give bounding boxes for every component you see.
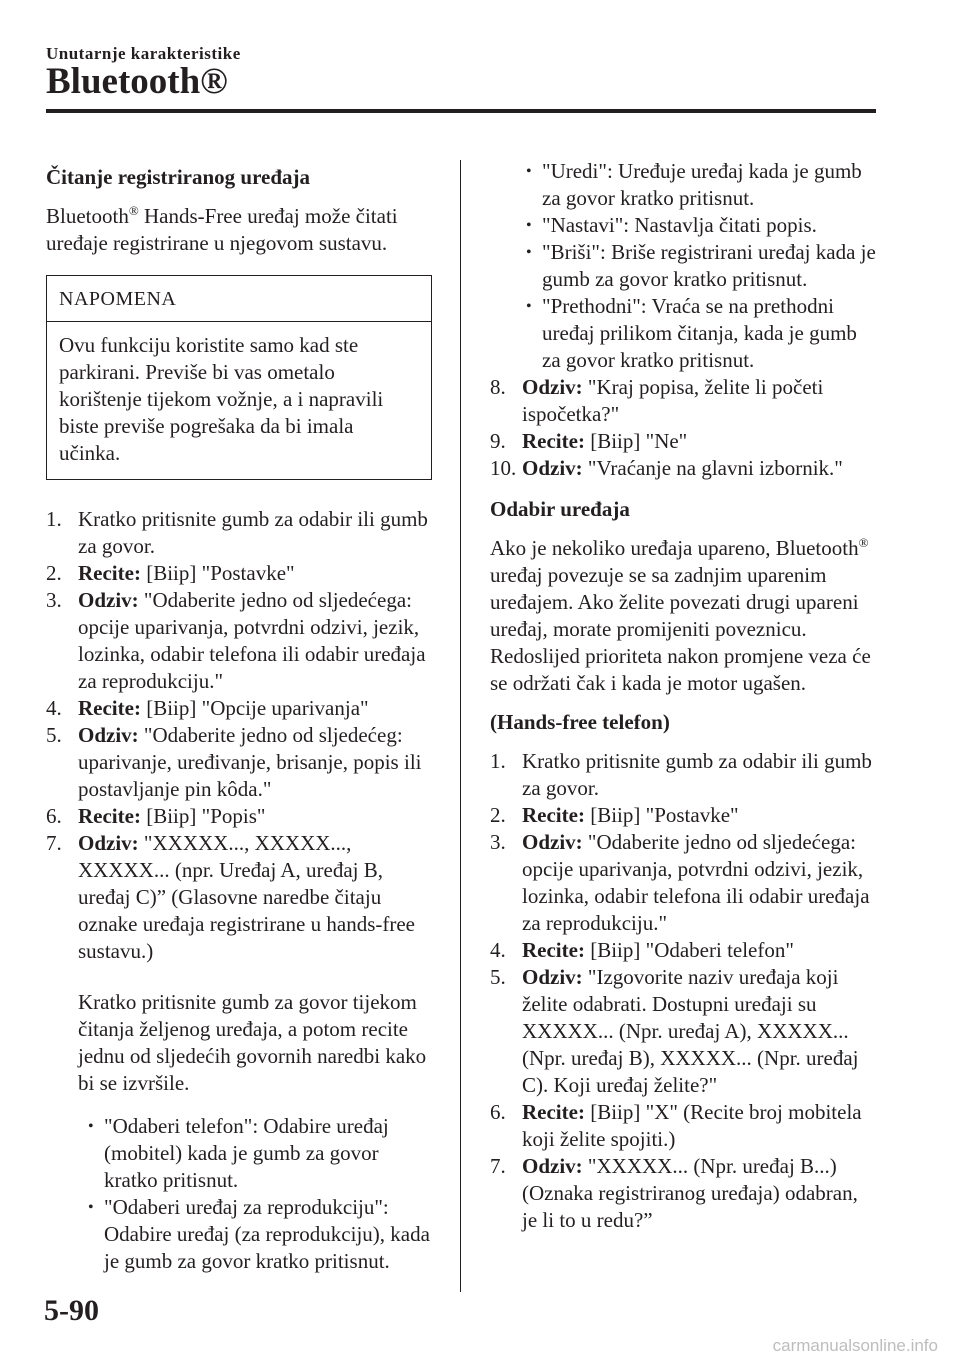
step-text: "Izgovorite naziv uređaja koji želite odabrati. Dostupni uređaji su XXXXX... (Npr. uređaj A), XXXXX... (Npr. uređaj B), XXXXX... (Npr. uređaj C). Koji uređaj želite?": [522, 965, 859, 1097]
step-label: Recite:: [522, 429, 585, 453]
step-label: Odziv:: [78, 831, 139, 855]
step-item: [490, 964, 878, 1099]
header-rule: [46, 109, 876, 113]
step-number: 10.: [490, 456, 517, 480]
intro-text: Hands-Free uređaj može čitati uređaje registrirane u njegovom sustavu.: [46, 204, 398, 255]
step-number: 5.: [490, 965, 506, 989]
step-number: 6.: [490, 1100, 506, 1124]
step-item: [46, 803, 432, 830]
step-label: Odziv:: [522, 1154, 583, 1178]
page-number: 5-90: [44, 1294, 99, 1327]
step-number: 7.: [490, 1154, 506, 1178]
step-text: "Vraćanje na glavni izbornik.": [582, 456, 843, 480]
note-box: [46, 275, 432, 480]
step-label: Recite:: [78, 696, 141, 720]
step-label: Recite:: [522, 1100, 585, 1124]
step-number: 7.: [46, 831, 62, 855]
steps-list-continued: [490, 374, 878, 482]
steps-list-left: [46, 506, 432, 1275]
step-number: 5.: [46, 723, 62, 747]
bullet-item: [78, 1194, 432, 1275]
step-number: 8.: [490, 375, 506, 399]
bullet-text: "Prethodni": Vraća se na prethodni uređaj prilikom čitanja, kada je gumb za govor kratko pritisnut.: [542, 294, 857, 372]
step-number: 2.: [46, 561, 62, 585]
step-item: [490, 802, 878, 829]
step-label: Recite:: [78, 804, 141, 828]
bullet-dot: •: [526, 217, 532, 234]
step-number: 3.: [46, 588, 62, 612]
step-text: Kratko pritisnite gumb za odabir ili gumb za govor.: [522, 749, 872, 800]
registered-mark: ®: [128, 203, 139, 218]
bullet-text: "Odaberi uređaj za reprodukciju": Odabire uređaj (za reprodukciju), kada je gumb za govor kratko pritisnut.: [104, 1195, 430, 1273]
bullet-dot: •: [88, 1118, 94, 1135]
bullet-dot: •: [526, 163, 532, 180]
step-label: Odziv:: [78, 723, 139, 747]
intro-paragraph: [46, 203, 432, 257]
bullet-item: [516, 239, 878, 293]
selection-prefix: Ako je nekoliko uređaja upareno, Bluetooth: [490, 536, 859, 560]
step-text: [Biip] "Ne": [584, 429, 688, 453]
step-text: [Biip] "Postavke": [140, 561, 295, 585]
step-text: [Biip] "Opcije uparivanja": [140, 696, 369, 720]
step-text: "XXXXX... (Npr. uređaj B...) (Oznaka registriranog uređaja) odabran, je li to u redu?”: [522, 1154, 858, 1232]
step-item: [490, 428, 878, 455]
step-item: [490, 829, 878, 937]
step-item: [46, 695, 432, 722]
bullet-dot: •: [88, 1199, 94, 1216]
step-item: [46, 830, 432, 1275]
step-text: [Biip] "Odaberi telefon": [584, 938, 794, 962]
bullet-item: [516, 293, 878, 374]
step-text: "Odaberite jedno od sljedećega: opcije uparivanja, potvrdni odzivi, jezik, lozinka, odabir telefona ili odabir uređaja za reprodukciju.": [522, 830, 870, 935]
column-divider: [460, 160, 461, 1292]
watermark: carmanualsonline.info: [772, 1336, 938, 1355]
step-text: "Odaberite jedno od sljedećega: opcije uparivanja, potvrdni odzivi, jezik, lozinka, odabir telefona ili odabir uređaja za reprodukciju.": [78, 588, 426, 693]
registered-mark: ®: [858, 535, 869, 550]
subheading-handsfree: (Hands-free telefon): [490, 710, 670, 734]
step-item: [490, 748, 878, 802]
step-item: [490, 455, 878, 482]
page-title: Bluetooth®: [46, 61, 228, 102]
step-number: 2.: [490, 803, 506, 827]
intro-prefix: Bluetooth: [46, 204, 129, 228]
selection-paragraph: [490, 535, 878, 697]
step-text: [Biip] "Postavke": [584, 803, 739, 827]
step-number: 6.: [46, 804, 62, 828]
step-label: Odziv:: [522, 965, 583, 989]
step-item: [46, 560, 432, 587]
step-label: Recite:: [522, 803, 585, 827]
note-title: NAPOMENA: [47, 276, 431, 322]
bullet-item: [516, 212, 878, 239]
step-label: Recite:: [78, 561, 141, 585]
right-column: [490, 158, 878, 1234]
step-item: [46, 722, 432, 803]
step-label: Odziv:: [522, 375, 583, 399]
step-number: 1.: [46, 507, 62, 531]
step-item: [490, 374, 878, 428]
section-heading-reading: Čitanje registriranog uređaja: [46, 165, 311, 189]
step-text: [Biip] "X" (Recite broj mobitela koji želite spojiti.): [522, 1100, 862, 1151]
section-label: Unutarnje karakteristike: [46, 44, 241, 63]
step-text: Kratko pritisnite gumb za odabir ili gumb za govor.: [78, 507, 428, 558]
step-label: Odziv:: [522, 830, 583, 854]
bullet-item: [78, 1113, 432, 1194]
step-label: Odziv:: [78, 588, 139, 612]
bullet-text: "Nastavi": Nastavlja čitati popis.: [542, 213, 817, 237]
note-body: Ovu funkciju koristite samo kad ste parkirani. Previše bi vas ometalo korištenje tijekom vožnje, a i napravili biste previše pogrešaka da bi imala učinka.: [59, 333, 384, 465]
bullet-dot: •: [526, 244, 532, 261]
bullet-dot: •: [526, 298, 532, 315]
step-text: [Biip] "Popis": [140, 804, 266, 828]
bullet-text: "Odaberi telefon": Odabire uređaj (mobitel) kada je gumb za govor kratko pritisnut.: [104, 1114, 389, 1192]
step-number: 1.: [490, 749, 506, 773]
step-item: [46, 587, 432, 695]
step-label: Odziv:: [522, 456, 583, 480]
step-text: "Odaberite jedno od sljedećeg: uparivanje, uređivanje, brisanje, popis ili postavljanje pin kôda.": [78, 723, 422, 801]
step-number: 9.: [490, 429, 506, 453]
steps-list-right: [490, 748, 878, 1234]
step-text: "Kraj popisa, želite li početi ispočetka?": [522, 375, 824, 426]
step-number: 3.: [490, 830, 506, 854]
step-item: [46, 506, 432, 560]
bullet-text: "Uredi": Uređuje uređaj kada je gumb za govor kratko pritisnut.: [542, 159, 862, 210]
selection-text: uređaj povezuje se sa zadnjim uparenim uređajem. Ako želite povezati drugi upareni uređaj, morate promijeniti poveznicu. Redoslijed prioriteta nakon promjene veza će se održati čak i kada je motor ugašen.: [490, 563, 871, 695]
step-number: 4.: [46, 696, 62, 720]
command-bullets-right: [516, 158, 878, 374]
step-label: Recite:: [522, 938, 585, 962]
step-text: "XXXXX..., XXXXX..., XXXXX... (npr. Uređaj A, uređaj B, uređaj C)” (Glasovne naredbe čitaju oznake uređaja registrirane u hands-free sustavu.): [78, 831, 415, 963]
step-item: [490, 1153, 878, 1234]
step-7-instruction: Kratko pritisnite gumb za govor tijekom čitanja željenog uređaja, a potom recite jednu od sljedećih govornih naredbi kako bi se izvršile.: [78, 990, 427, 1095]
left-column: [46, 158, 432, 1275]
step-number: 4.: [490, 938, 506, 962]
section-heading-selection: Odabir uređaja: [490, 497, 630, 521]
bullet-text: "Briši": Briše registrirani uređaj kada je gumb za govor kratko pritisnut.: [542, 240, 876, 291]
command-bullets-left: [78, 1113, 432, 1275]
bullet-item: [516, 158, 878, 212]
step-item: [490, 937, 878, 964]
step-item: [490, 1099, 878, 1153]
